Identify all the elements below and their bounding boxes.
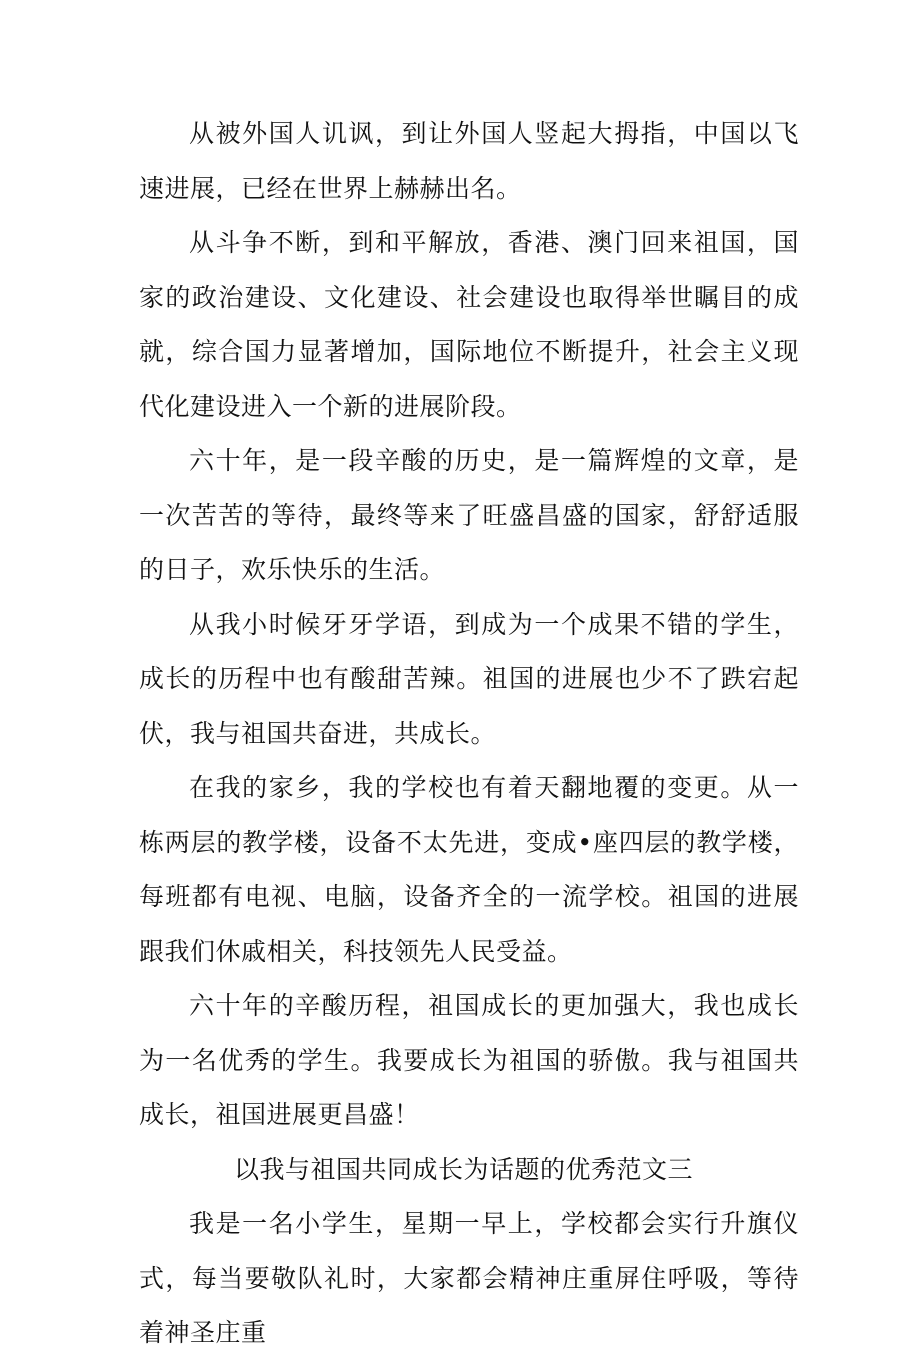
paragraph-5: 在我的家乡，我的学校也有着天翻地覆的变更。从一栋两层的教学楼，设备不太先进，变成•座四层的教学楼，每班都有电视、电脑，设备齐全的一流学校。祖国的进展跟我们休戚相关，科技领先人民受益。	[139, 773, 799, 966]
paragraph-2: 从斗争不断，到和平解放，香港、澳门回来祖国，国家的政治建设、文化建设、社会建设也取得举世瞩目的成就，综合国力显著增加，国际地位不断提升，社会主义现代化建设进入一个新的进展阶段。	[139, 228, 799, 421]
paragraph-3: 六十年，是一段辛酸的历史，是一篇辉煌的文章，是一次苦苦的等待，最终等来了旺盛昌盛的国家，舒舒适服的日子，欢乐快乐的生活。	[139, 446, 799, 584]
document-body	[139, 107, 799, 1361]
section-heading: 以我与祖国共同成长为话题的优秀范文三	[234, 1154, 694, 1184]
paragraph-4: 从我小时候牙牙学语，到成为一个成果不错的学生，成长的历程中也有酸甜苦辣。祖国的进展也少不了跌宕起伏，我与祖国共奋进，共成长。	[139, 609, 799, 748]
paragraph-7: 我是一名小学生，星期一早上，学校都会实行升旗仪式，每当要敬队礼时，大家都会精神庄重屏住呼吸，等待着神圣庄重	[139, 1209, 799, 1347]
paragraph-6: 六十年的辛酸历程，祖国成长的更加强大，我也成长为一名优秀的学生。我要成长为祖国的骄傲。我与祖国共成长，祖国进展更昌盛！	[139, 991, 799, 1129]
paragraph-1: 从被外国人讥讽，到让外国人竖起大拇指，中国以飞速进展，已经在世界上赫赫出名。	[139, 119, 799, 203]
